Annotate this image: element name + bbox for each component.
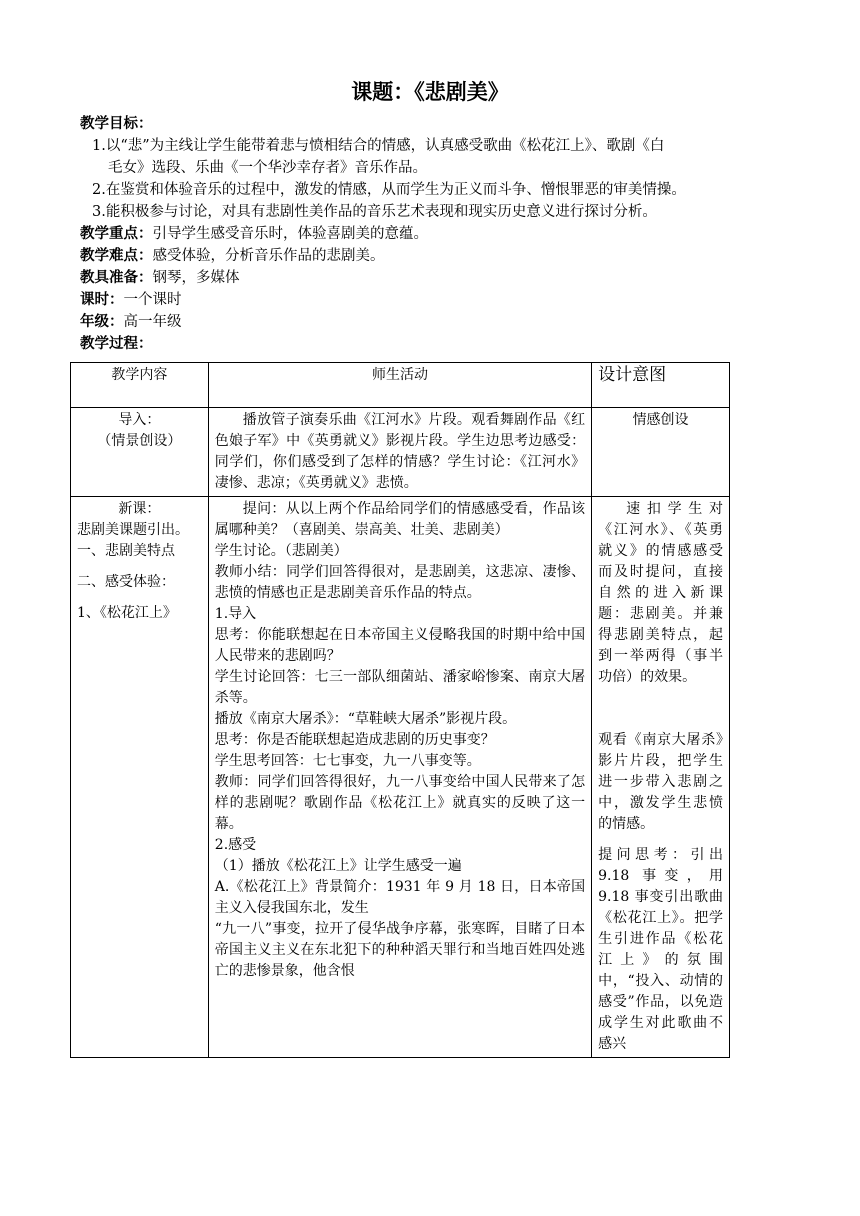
period-value: 一个课时 <box>123 292 182 308</box>
header-content: 教学内容 <box>71 363 209 408</box>
process-label: 教学过程： <box>80 336 153 352</box>
activity-line-11: 2.感受 <box>214 837 257 853</box>
table-row-intro <box>71 408 730 497</box>
objective-2: 2.在鉴赏和体验音乐的过程中，激发的情感，从而学生为正义而斗争、憎恨罪恶的审美情操。 <box>92 182 686 198</box>
activity-line-13: A.《松花江上》背景简介：1931 年 9 月 18 日，日本帝国主义入侵我国东北，发生 <box>214 879 586 916</box>
header-activity: 师生活动 <box>208 363 591 408</box>
objective-3: 3.能积极参与讨论，对具有悲剧性美作品的音乐艺术表现和现实历史意义进行探讨分析。 <box>92 204 657 220</box>
activity-line-14: “九一八”事变，拉开了侵华战争序幕，张寒晖，目睹了日本帝国主义主义在东北犯下的种种滔天罪行和当地百姓四处逃亡的悲惨景象，他含恨 <box>214 921 586 979</box>
intro-content-line-2: （情景创设） <box>97 433 182 449</box>
activity-line-2: 学生讨论。（悲剧美） <box>214 543 348 559</box>
difficulty-row <box>80 245 790 267</box>
objective-1-line-2: 毛女》选段、乐曲《一个华沙幸存者》音乐作品。 <box>108 160 427 176</box>
intro-activity: 播放管子演奏乐曲《江河水》片段。观看舞剧作品《红色娘子军》中《英勇就义》影视片段。学生边思考边感受：同学们，你们感受到了怎样的情感？学生讨论：《江河水》凄惨、悲凉；《英勇就义》悲愤。 <box>208 408 591 497</box>
activity-line-6: 学生讨论回答：七三一部队细菌站、潘家峪惨案、南京大屠杀等。 <box>214 669 586 706</box>
new-intent <box>592 497 730 1058</box>
new-content <box>71 497 209 1058</box>
grade-row <box>80 311 790 333</box>
tools-label: 教具准备： <box>80 270 153 286</box>
activity-line-10: 教师：同学们回答得很好，九一八事变给中国人民带来了怎样的悲剧呢？歌剧作品《松花江上》就真实的反映了这一幕。 <box>214 774 586 832</box>
intro-content-line-1: 导入： <box>118 412 161 428</box>
table-row-new-lesson <box>71 497 730 1058</box>
intro-content <box>71 408 209 497</box>
activity-line-5: 思考：你能联想起在日本帝国主义侵略我国的时期中给中国人民带来的悲剧吗？ <box>214 627 586 664</box>
objectives-section <box>80 113 790 355</box>
page-title: 课题：《悲剧美》 <box>351 80 509 104</box>
intent-block-2: 观看《南京大屠杀》影片片段，把学生进一步带入悲剧之中，激发学生悲愤的情感。 <box>598 732 723 832</box>
activity-line-4: 1.导入 <box>214 606 257 622</box>
tools-row <box>80 267 790 289</box>
grade-value: 高一年级 <box>123 314 182 330</box>
key-point-value: 引导学生感受音乐时，体验喜剧美的意蕴。 <box>152 226 428 242</box>
activity-line-7: 播放《南京大屠杀》：“草鞋峡大屠杀”影视片段。 <box>214 711 517 727</box>
activity-line-12: （1）播放《松花江上》让学生感受一遍 <box>214 858 462 874</box>
difficulty-label: 教学难点： <box>80 248 153 264</box>
intent-block-3: 提问思考：引出9.18 事变，用 9.18 事变引出歌曲《松花江上》。把学生引进作品《松花江上》的氛围中，“投入、动情的感受”作品，以免造成学生对此歌曲不感兴 <box>598 847 723 1052</box>
objective-1-line-1: 1.以“悲”为主线让学生能带着悲与愤相结合的情感，认真感受歌曲《松花江上》、歌剧《白 <box>92 138 665 154</box>
intent-block-1: 速扣学生对《江河水》、《英勇就义》的情感感受而及时提问，直接自然的进入新课题：悲剧美。并兼得悲剧美特点，起到一举两得（事半功倍）的效果。 <box>598 501 723 685</box>
new-content-line-3: 一、悲剧美特点 <box>77 543 175 559</box>
period-label: 课时： <box>80 292 124 308</box>
difficulty-value: 感受体验，分析音乐作品的悲剧美。 <box>152 248 385 264</box>
grade-label: 年级： <box>80 314 124 330</box>
period-row <box>80 289 790 311</box>
new-content-line-4: 二、感受体验： <box>77 574 175 590</box>
table-header-row <box>71 363 730 408</box>
key-point-label: 教学重点： <box>80 226 153 242</box>
activity-line-8: 思考：你是否能联想起造成悲剧的历史事变？ <box>214 732 495 748</box>
tools-value: 钢琴，多媒体 <box>152 270 240 286</box>
new-activity <box>208 497 591 1058</box>
header-intent: 设计意图 <box>592 363 730 408</box>
new-content-line-2: 悲剧美课题引出。 <box>77 522 189 538</box>
activity-line-9: 学生思考回答：七七事变，九一八事变等。 <box>214 753 481 769</box>
objective-1 <box>80 135 790 179</box>
new-content-line-5: 1、《松花江上》 <box>77 605 177 621</box>
intro-intent: 情感创设 <box>592 408 730 497</box>
objectives-label: 教学目标： <box>80 116 153 132</box>
lesson-plan-table <box>70 362 730 1058</box>
new-content-line-1: 新课： <box>118 501 161 517</box>
activity-line-1: 提问：从以上两个作品给同学们的情感感受看，作品该属哪种美？（喜剧美、崇高美、壮美、悲剧美） <box>214 501 586 538</box>
key-point-row <box>80 223 790 245</box>
activity-line-3: 教师小结：同学们回答得很对，是悲剧美，这悲凉、凄惨、悲愤的情感也正是悲剧美音乐作品的特点。 <box>214 564 586 601</box>
